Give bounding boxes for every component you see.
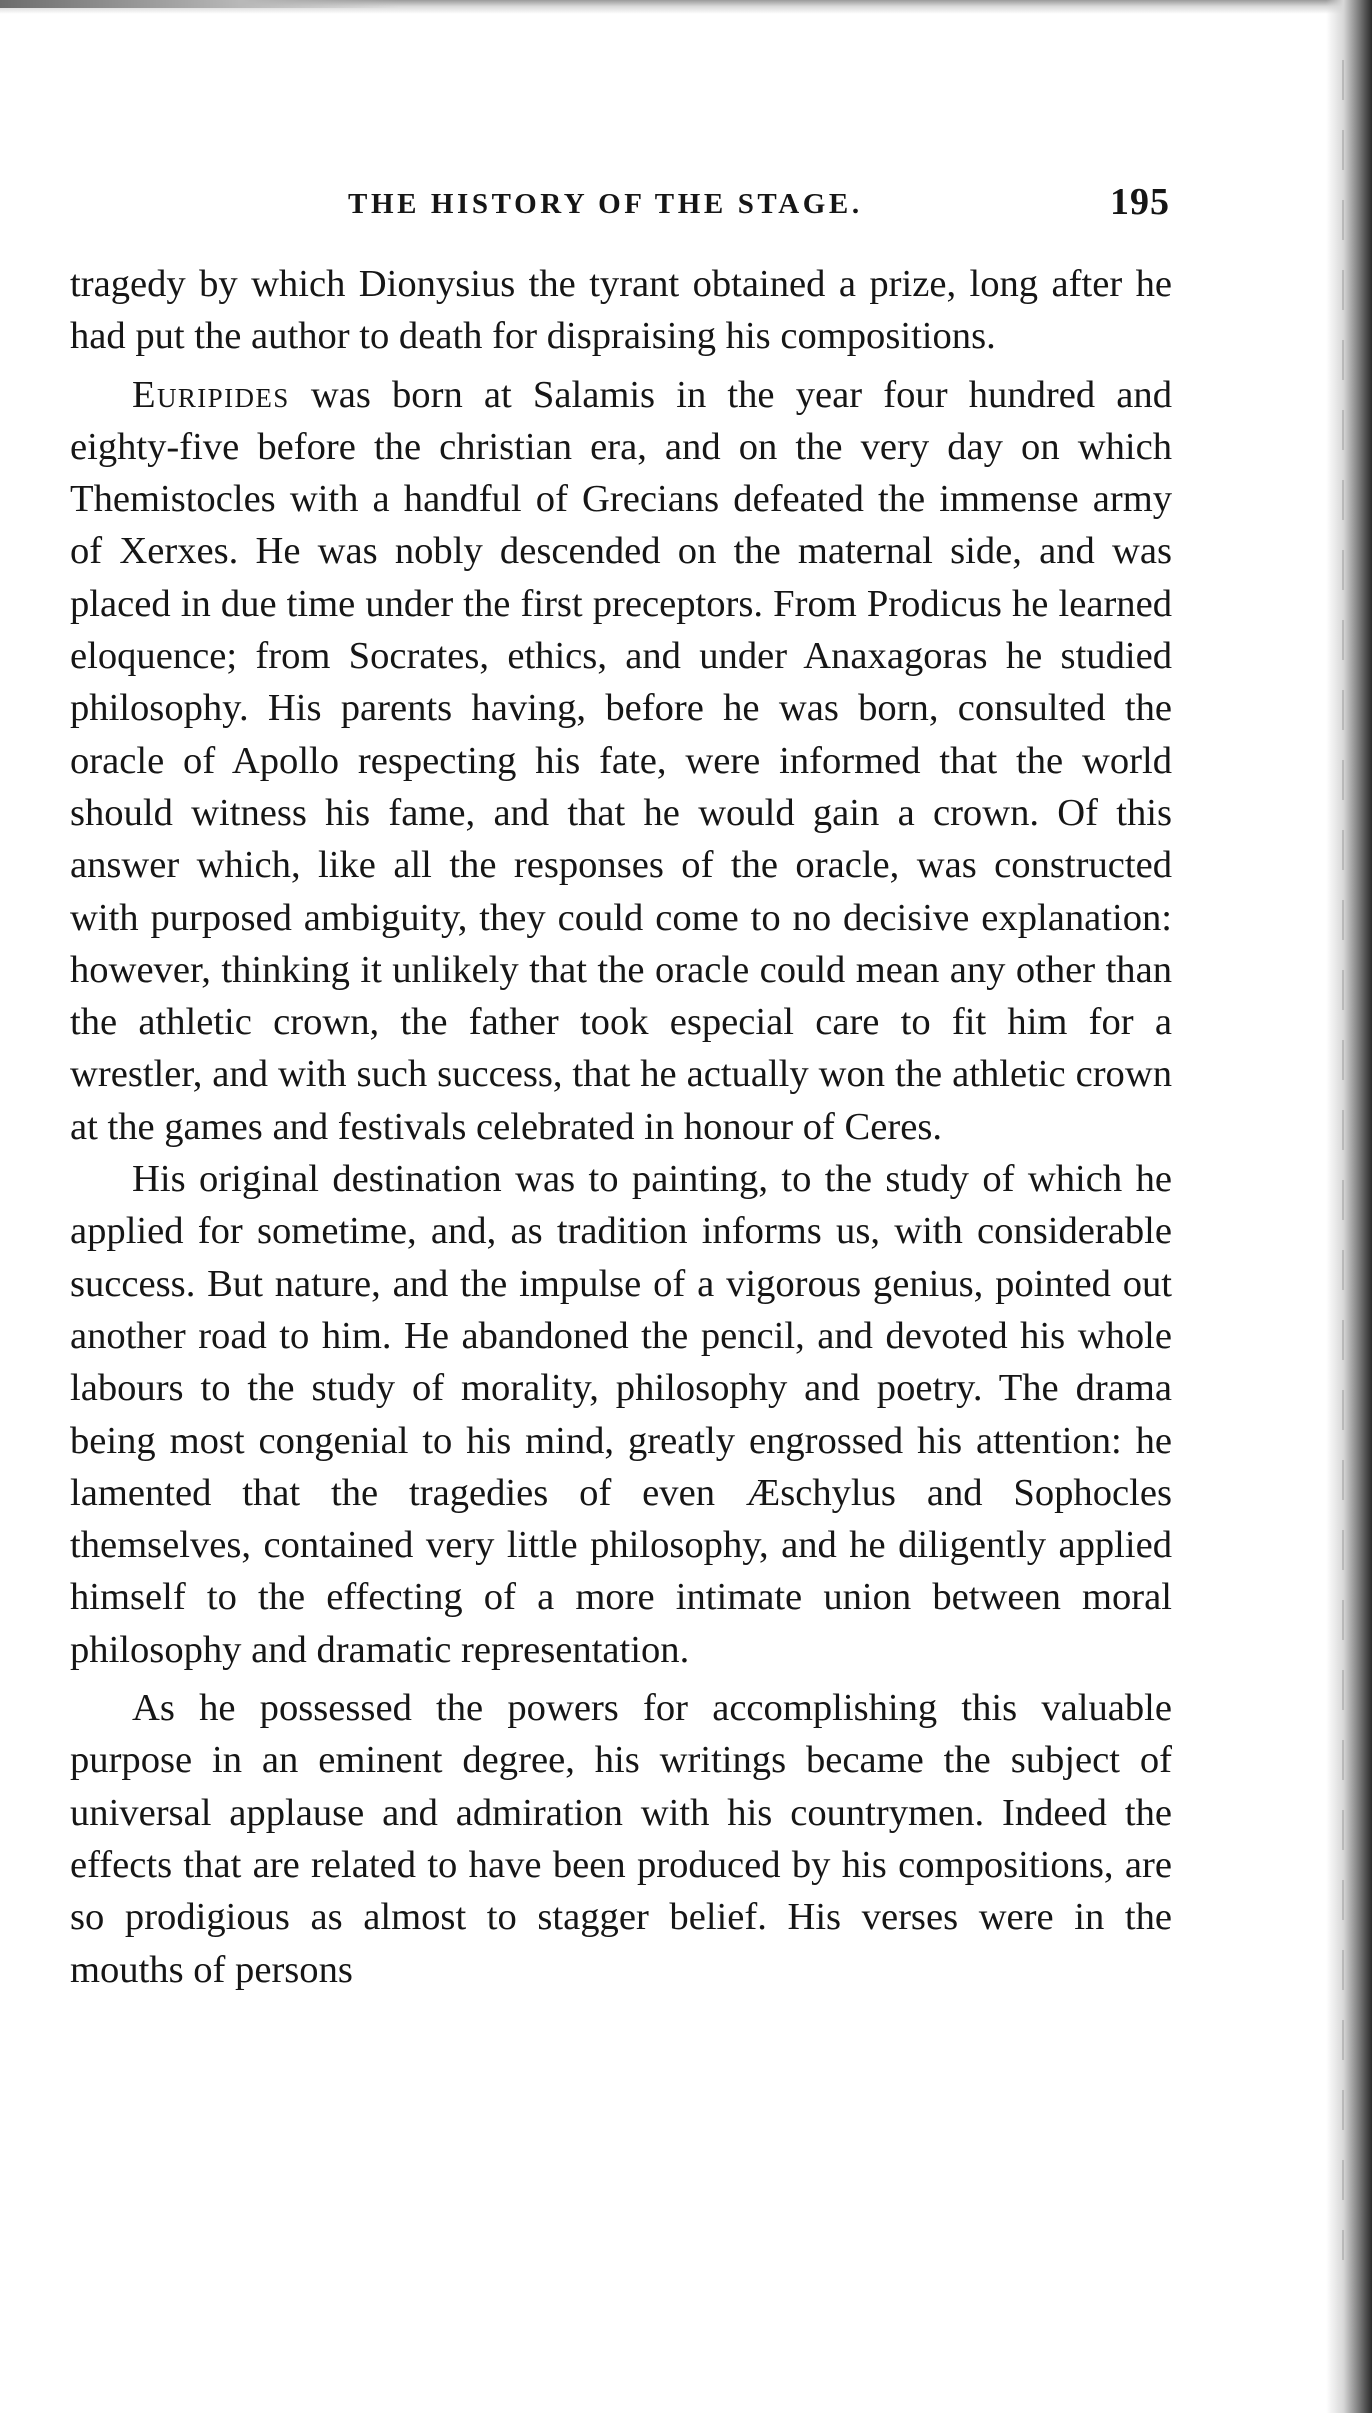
body-text [70,258,1172,1996]
book-gutter-edge [1326,0,1372,2413]
paragraph-euripides [70,369,1172,1153]
euripides-lead: Euripides [132,373,290,416]
running-title: THE HISTORY OF THE STAGE. [348,188,863,220]
page-number: 195 [1110,181,1170,223]
paragraph-continuation: tragedy by which Dionysius the tyrant obtained a prize, long after he had put the author to death for dispraising his compositions. [70,263,1172,358]
paragraph-powers: As he possessed the powers for accomplishing this valuable purpose in an eminent degree, his writings became the subject of universal applause and admiration with his countrymen. Indeed the effects that are related to have been produced by his compositions, are so prodigious as almost to stagger belief. His verses were in the mouths of persons [70,1687,1172,1991]
page-top-left-shadow [0,0,400,8]
paragraph-euripides-text: was born at Salamis in the year four hundred and eighty-five before the christian era, and on the very day on which Themistocles with a handful of Grecians defeated the immense army of Xerxes. He was nobly descended on the maternal side, and was placed in due time under the first preceptors. From Prodicus he learned eloquence; from Socrates, ethics, and under Anaxagoras he studied philosophy. His parents having, before he was born, consulted the oracle of Apollo respecting his fate, were informed that the world should witness his fame, and that he would gain a crown. Of this answer which, like all the responses of the oracle, was constructed with purposed ambiguity, they could come to no decisive explanation: however, thinking it unlikely that the oracle could mean any other than the athletic crown, the father took especial care to fit him for a wrestler, and with such success, that he actually won the athletic crown at the games and festivals celebrated in honour of Ceres. [70,373,1172,1148]
paragraph-original-destination: His original destination was to painting, to the study of which he applied for sometime, and, as tradition informs us, with considerable success. But nature, and the impulse of a vigorous genius, pointed out another road to him. He abandoned the pencil, and devoted his whole labours to the study of morality, philosophy and poetry. The drama being most congenial to his mind, greatly engrossed his attention: he lamented that the tragedies of even Æschylus and Sophocles themselves, contained very little philosophy, and he diligently applied himself to the effecting of a more intimate union between moral philosophy and dramatic representation. [70,1158,1172,1671]
gutter-texture [1342,60,1344,2260]
running-head [70,180,1170,240]
